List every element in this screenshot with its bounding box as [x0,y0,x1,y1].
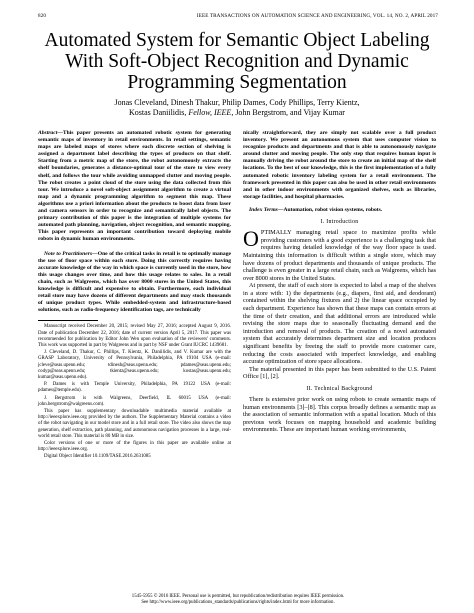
index-terms-label: Index Terms [249,206,278,213]
intro-paragraph-1 [243,226,436,282]
paper-title: Automated System for Semantic Object Labeling With Soft-Object Recognition and Dynamic Programming Segmentation [44,30,430,93]
author-names-rest: , John Bergstrom, and Vijay Kumar [231,108,345,117]
section-heading-background: II. Technical Background [306,386,373,392]
note-text: —One of the critical tasks in retail is to optimally manage the use of floor space within each store. Doing this correctly requires having accurate knowledge of the way in which space is currently used in the store, how this usage changes over time, and how this usage relates to sales. In a retail chain, such as Walgreens, which has over 8000 stores in the United States, this knowledge is difficult and expensive to obtain. Furthermore, each individual retail store may have dozens of different departments and may stock thousands of unique product types. While embedded-system and infrastructure-based solutions, such as radio-frequency identification tags, are technically [38,250,231,314]
note-label: Note to Practitioners [44,250,93,257]
rights-link-line: See http://www.ieee.org/publications_standards/publications/rights/index.html for more information. [141,600,335,606]
author-names: Kostas Daniilidis, [129,108,187,117]
intro-paragraph-2: At present, the staff of each store is expected to label a map of the shelves in a store with: 1) the departments (e.g., diapers, first aid, and deodorant) contained within the shelving fixtures and 2) the linear space occupied by each department. Experience has shown that these maps can contain errors at the time of their creation, and that additional errors are introduced while revising the store maps due to seasonally fluctuating demand and the introduction and removal of products. The creation of a novel automated system that accurately determines department size and location produces significant benefits by freeing the staff to provide more customer care, reducing the costs associated with imperfect knowledge, and enabling accurate optimization of store space allocations. [243,282,436,366]
copyright-line: 1545-5955 © 2016 IEEE. Personal use is permitted, but republication/redistribution requires IEEE permission. [131,594,345,599]
journal-name: IEEE TRANSACTIONS ON AUTOMATION SCIENCE AND ENGINEERING, VOL. 14, NO. 2, APRIL 2017 [196,13,438,19]
footnote-color: Color versions of one or more of the figures in this paper are available online at http://ieeexplore.ieee.org. [38,441,231,453]
drop-cap: O [243,226,259,252]
left-column [38,130,231,462]
footnotes [38,320,231,460]
note-to-practitioners [38,251,231,315]
footnote-supplementary: This paper has supplementary downloadable multimedia material available at http://ieeexplore.ieee.org provided by the authors. The Supplementary Material contains a video of the robot navigating in our model store and in a full retail store. The video also shows the map generation, shelf extraction, path planning, and autonomous navigation processes in a large, real-world retail store. This material is 80 MB in size. [38,408,231,439]
author-list [40,98,434,118]
footnote-affiliation-temple: P. Dames is with Temple University, Philadelphia, PA 19122 USA (e-mail: pdames@temple.edu). [38,382,231,394]
footnote-doi: Digital Object Identifier 10.1109/TASE.2016.2631085 [44,454,151,460]
footnote-manuscript: Manuscript received December 20, 2015; revised May 27, 2016; accepted August 9, 2016. Date of publication December 22, 2016; date of current version April 5, 2017. This paper was recommended for publication by Editor John Wen upon evaluation of the reviewers' comments. This work was supported in part by Walgreens and in part by NSF under Grant IUCRC 1439681. [38,324,231,348]
abstract-text: —This paper presents an automated robotic system for generating semantic maps of inventory in retail environments. In retail settings, semantic maps are labeled maps of stores where each discrete section of shelving is assigned a department label describing the types of products on that shelf. Starting from a metric map of the store, the robot autonomously extracts the shelf boundaries, generates a distance-optimal tour of the store to view every shelf, and follows the tour while avoiding unmapped clutter and moving people. The robot creates a point cloud of the store using the data collected from this tour. We introduce a novel soft-object assignment algorithm to create a virtual map and a dynamic programming algorithm to segment this map. These algorithms use a priori information about the products to boost data from laser and camera sensors in order to recognize and semantically label objects. The primary contribution of this paper is the integration of multiple systems for automated path planning, navigation, object recognition, and semantic mapping. This paper represents an important contribution toward deploying mobile robots in dynamic human environments. [38,130,231,243]
author-line-1: Jonas Cleveland, Dinesh Thakur, Philip Dames, Cody Phillips, Terry Kientz, [114,98,360,107]
author-line-2 [40,108,434,118]
fellow-title: Fellow, IEEE [188,108,232,117]
page-number: 820 [38,13,47,19]
abstract [38,130,231,244]
copyright-footer [38,594,438,606]
intro-paragraph-3: The material presented in this paper has been submitted to the U.S. Patent Office [1], [2]. [243,365,436,381]
index-terms [243,207,436,214]
note-continued: nically straightforward, they are simply not scalable over a full product inventory. We present an autonomous system that uses computer vision to recognize products and departments and that is able to autonomously navigate around clutter and moving people. The only step that requires human input is manually driving the robot around the store to create an initial map of the shelf locations. To the best of our knowledge, this is the first implementation of a fully automated robotic inventory labeling system for a retail environment. The framework presented in this paper can also be used in other retail environments and in other indoor environments with organized shelves, such as libraries, storage facilities, and hospital pharmacies. [243,130,436,200]
footnote-affiliation-penn: J. Cleveland, D. Thakur, C. Phillips, T. Kientz, K. Daniilidis, and V. Kumar are with the GRASP Laboratory, University of Pennsylvania, Philadelphia, PA 19104 USA (e-mail: jcleve@seas.upenn.edu; tdinesh@seas.upenn.edu; pdames@seas.upenn.edu; codyp@seas.upenn.edu; tkientz@seas.upenn.edu; kostas@seas.upenn.edu; kumar@seas.upenn.edu). [38,350,231,380]
abstract-label: Abstract [38,130,58,136]
background-paragraph: There is extensive prior work on using robots to create semantic maps of human environments [3]–[8]. This corpus broadly defines a semantic map as the association of semantic information with a spatial location. Much of this previous work focuses on mapping household and academic building environments. These are important human working environments, [243,396,436,434]
index-terms-text: —Automation, robot vision systems, robots. [277,206,383,213]
intro-text-1: PTIMALLY managing retail space to maximize profits while providing customers with a good experience is a challenging task that requires having detailed knowledge of the way floor space is used. Maintaining this information is difficult within a single store, which may have dozens of product departments and thousands of unique products. The challenge is even greater in a large retail chain, such as Walgreens, which has over 8000 stores in the United States. [243,229,436,282]
right-column [243,130,436,434]
footnote-divider [38,320,98,321]
footnote-affiliation-walgreens: J. Bergstrom is with Walgreens, Deerfield, IL 60015 USA (e-mail: john.bergstrom@walgreens.com). [38,395,231,407]
section-heading-introduction: I. Introduction [320,219,359,226]
